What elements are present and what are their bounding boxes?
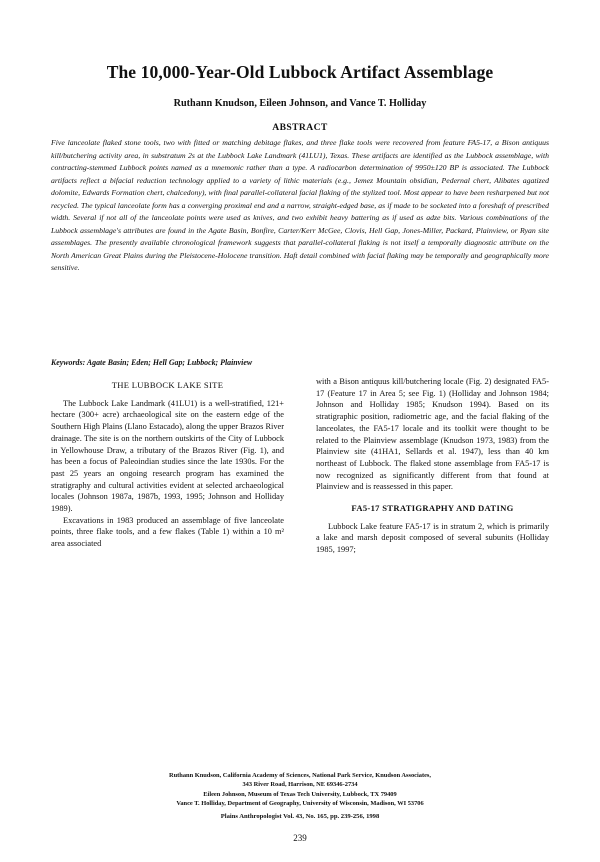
body-paragraph: Excavations in 1983 produced an assemblage of five lanceolate points, three flake tools, and a few flakes (Table 1) within a 10 m² area associated (51, 515, 284, 549)
keywords: Keywords: Agate Basin; Eden; Hell Gap; Lubbock; Plainview (51, 358, 253, 367)
author-list: Ruthann Knudson, Eileen Johnson, and Vance T. Holliday (173, 98, 427, 109)
affiliation-line: Ruthann Knudson, California Academy of Sciences, National Park Service, Knudson Associates, (168, 772, 432, 779)
author-affiliations (51, 771, 549, 809)
body-paragraph: The Lubbock Lake Landmark (41LU1) is a well-stratified, 121+ hectare (300+ acre) archaeological site on the eastern edge of the Southern High Plains (Llano Estacado), along the upper Brazos River drainage. The site is on the northern outskirts of the City of Lubbock in Yellowhouse Draw, a tributary of the Brazos River (Fig. 1), and has been a focus of Paleoindian studies since the late 1930s. For the past 25 years an ongoing research program has examined the stratigraphy and cultural activities evident at selected archaeological locales (Johnson 1987a, 1987b, 1993, 1995; Johnson and Holliday 1989). (51, 398, 284, 514)
abstract-text: Five lanceolate flaked stone tools, two with fitted or matching debitage flakes, and three flake tools were recovered from feature FA5-17, a Bison antiquus kill/butchering activity area, in substratum 2s at the Lubbock Lake Landmark (41LU1), Texas. These artifacts are identified as the Lubbock assemblage, with contracting-stemmed Lubbock points named as a mnemonic rather than a type. A radiocarbon determination of 9950±120 BP is associated. The Lubbock artifacts reflect a bifacial reduction technology applied to a variety of lithic materials (e.g., Jemez Mountain obsidian, Pedernal chert, Alibates agatized dolomite, Edwards Formation chert, chalcedony), with final parallel-collateral facial flaking of the stylized tool. Most appear to have been resharpened but not recycled. The typical lanceolate form has a converging proximal end and a narrow, straight-edged base, as if made to be socketed into a foreshaft of prescribed width. Several if not all of the lanceolate points were used as knives, and two exhibit heavy battering as if used as adze bits. Various combinations of the Lubbock assemblage's attributes are found in the Agate Basin, Bonfire, Carter/Kerr McGee, Clovis, Hell Gap, Jones-Miller, Packard, Plainview, or Ryan site assemblages. The presently available chronological framework suggests that parallel-collateral flaking is not itself a temporally diagnostic attribute on the North American Great Plains during the Pleistocene-Holocene transition. Haft detail combined with facial flaking may be temporally and geographically more sensitive. (51, 138, 549, 273)
body-paragraph: with a Bison antiquus kill/butchering locale (Fig. 2) designated FA5-17 (Feature 17 in Area 5; see Fig. 1) (Holliday and Johnson 1984; Johnson and Holliday 1985; Knudson 1994). Based on its stratigraphic position, radiometric age, and the facial flaking of the lanceolates, the FA5-17 locale and its toolkit were thought to be related to the Plainview assemblage (Knudson 1973, 1983) from the Plainview site (41HA1, Sellards et al. 1947), less than 40 km northeast of Lubbock. The flaked stone assemblage from FA5-17 is now recognized as significantly different from that found at Plainview and is reassessed in this paper. (316, 377, 549, 492)
paper-title: The 10,000-Year-Old Lubbock Artifact Assemblage (106, 62, 494, 82)
journal-citation: Plains Anthropologist Vol. 43, No. 165, pp. 239-256, 1998 (220, 813, 380, 820)
body-paragraph: Lubbock Lake feature FA5-17 is in stratum 2, which is primarily a lake and marsh deposit composed of several subunits (Holliday 1985, 1997; (316, 521, 549, 555)
right-column (316, 376, 549, 556)
abstract-heading: ABSTRACT (272, 122, 328, 133)
affiliation-line: 343 River Road, Harrison, NE 69346-2734 (242, 781, 358, 789)
affiliation-line: Eileen Johnson, Museum of Texas Tech University, Lubbock, TX 79409 (203, 790, 397, 798)
affiliation-line: Vance T. Holliday, Department of Geography, University of Wisconsin, Madison, WI 53706 (176, 800, 424, 808)
page-number: 239 (293, 833, 307, 843)
left-column (51, 376, 284, 550)
section-heading-stratigraphy: FA5-17 STRATIGRAPHY AND DATING (351, 503, 514, 514)
section-heading-lubbock-lake-site: THE LUBBOCK LAKE SITE (111, 380, 224, 390)
